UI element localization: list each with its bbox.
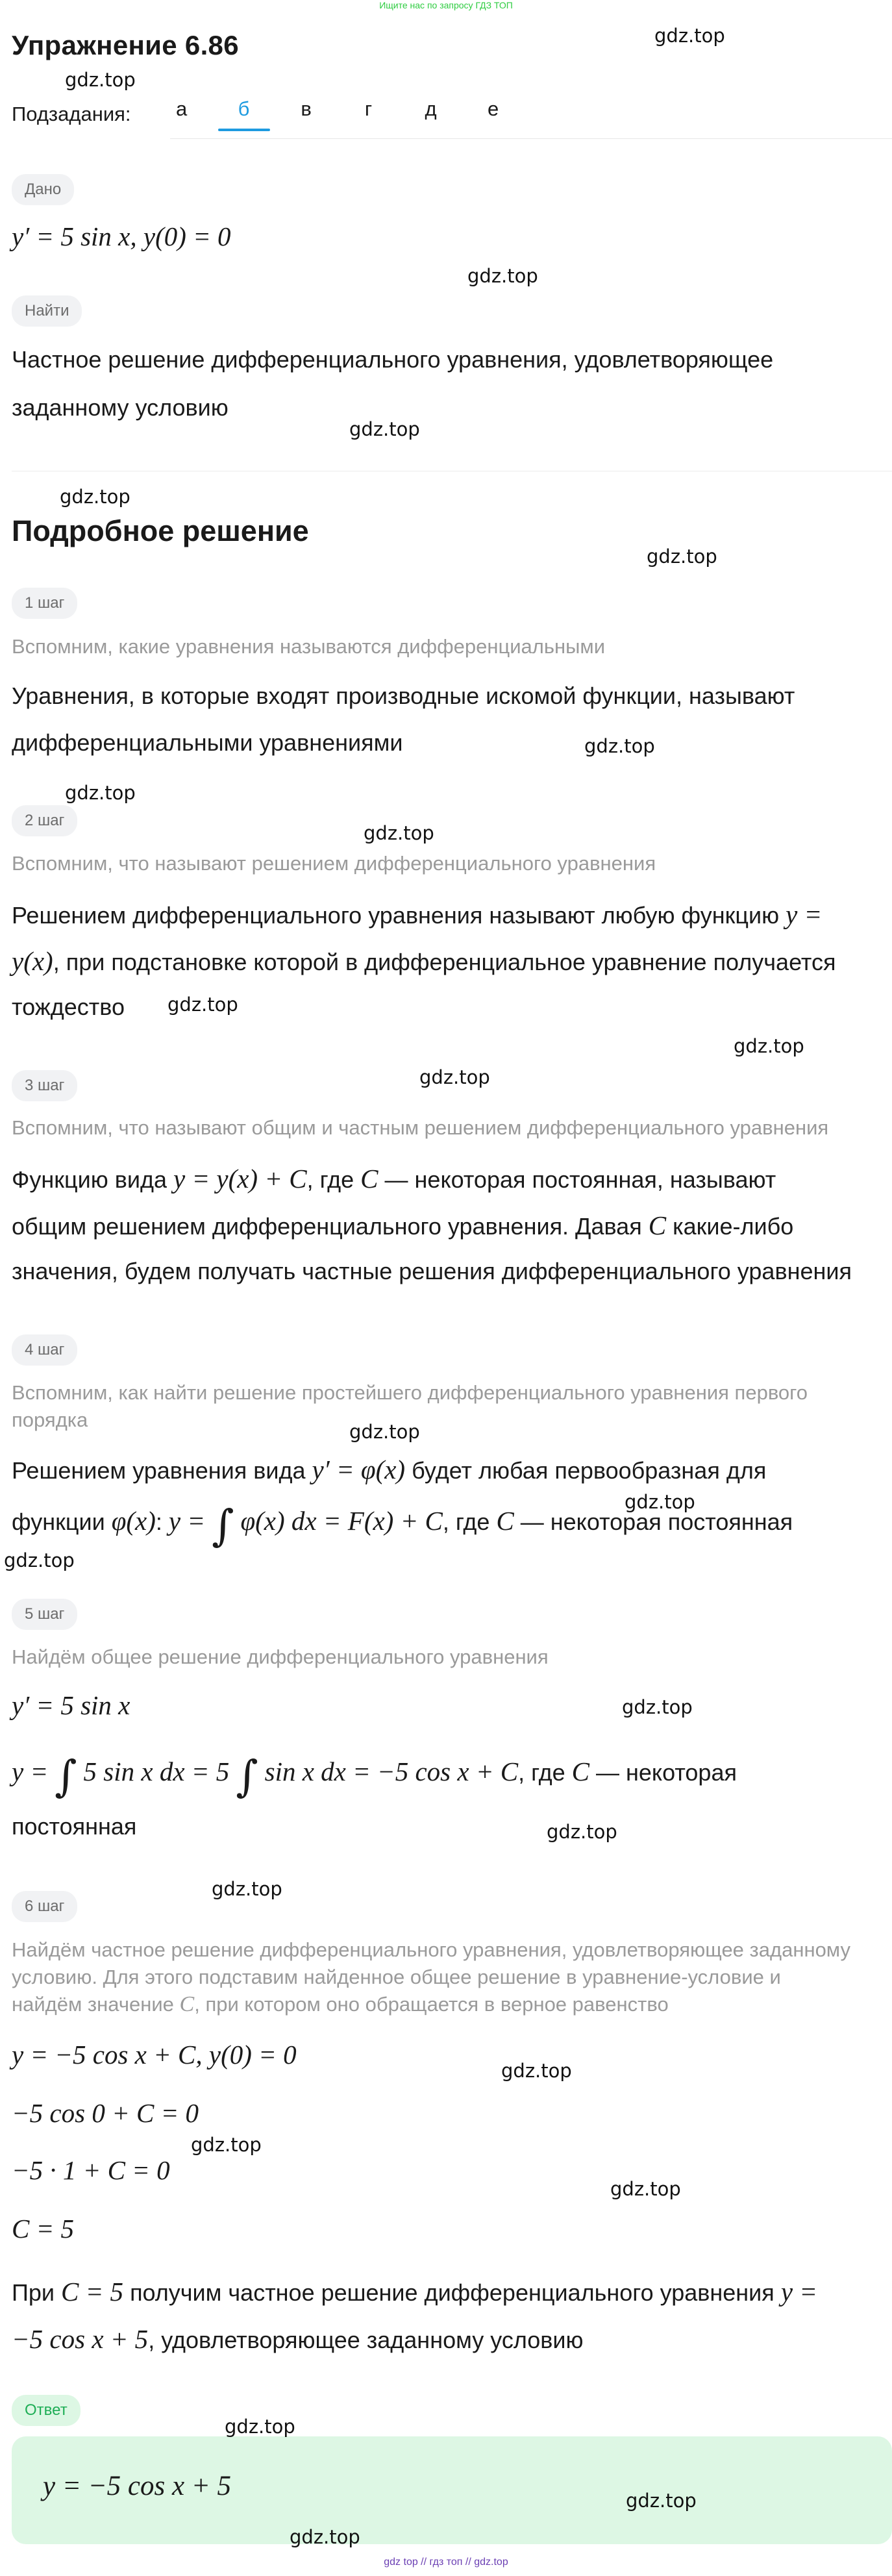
step-math: y = bbox=[780, 2277, 817, 2307]
step-text bbox=[12, 2268, 817, 2316]
step-text: значения, будем получать частные решения дифференциального уравнения bbox=[12, 1258, 852, 1284]
step-math: sin x dx = −5 cos x + C bbox=[264, 1757, 519, 1786]
step-text-part: будет любая первообразная для bbox=[412, 1457, 767, 1484]
subtasks-divider bbox=[170, 138, 892, 139]
step-text-part: : bbox=[155, 1508, 162, 1535]
step-equation: −5 cos 0 + C = 0 bbox=[12, 2098, 199, 2128]
given-pill: Дано bbox=[12, 174, 74, 205]
step-text: дифференциальными уравнениями bbox=[12, 729, 403, 756]
watermark: gdz.top bbox=[290, 2526, 360, 2548]
step-hint: Найдём общее решение дифференциального уравнения bbox=[12, 1645, 549, 1668]
find-text-line2: заданному условию bbox=[12, 394, 229, 421]
step-math: 5 sin x dx = 5 bbox=[83, 1757, 230, 1786]
step-2 bbox=[12, 805, 77, 836]
watermark: gdz.top bbox=[622, 1696, 693, 1718]
step-hint: порядка bbox=[12, 1408, 88, 1431]
step-pill: 2 шаг bbox=[12, 805, 77, 836]
step-pill: 3 шаг bbox=[12, 1070, 77, 1101]
watermark: gdz.top bbox=[547, 1821, 617, 1843]
step-pill: 1 шаг bbox=[12, 588, 77, 619]
watermark: gdz.top bbox=[4, 1549, 75, 1571]
watermark: gdz.top bbox=[60, 486, 130, 508]
watermark: gdz.top bbox=[167, 994, 238, 1016]
watermark: gdz.top bbox=[191, 2134, 262, 2156]
step-text-part: , удовлетворяющее заданному условию bbox=[148, 2327, 584, 2353]
tab-b[interactable]: б bbox=[213, 97, 275, 131]
step-equation: y′ = 5 sin x bbox=[12, 1690, 130, 1720]
step-math: y(x) bbox=[12, 946, 53, 976]
watermark: gdz.top bbox=[65, 69, 136, 91]
step-text: постоянная bbox=[12, 1813, 137, 1840]
watermark: gdz.top bbox=[501, 2060, 572, 2082]
answer-pill: Ответ bbox=[12, 2395, 81, 2426]
step-6 bbox=[12, 1891, 77, 1922]
step-1 bbox=[12, 588, 77, 619]
step-hint: Вспомним, что называют решением дифференциального уравнения bbox=[12, 852, 656, 875]
given-section bbox=[12, 174, 74, 205]
step-pill: 4 шаг bbox=[12, 1334, 77, 1366]
step-text-part: , где bbox=[518, 1759, 565, 1786]
subtasks-label: Подзадания: bbox=[12, 103, 131, 125]
watermark: gdz.top bbox=[584, 735, 655, 757]
step-text-part: Решением уравнения вида bbox=[12, 1457, 306, 1484]
step-text bbox=[12, 1446, 766, 1494]
tab-g[interactable]: г bbox=[364, 97, 373, 120]
step-equation: C = 5 bbox=[12, 2214, 75, 2244]
step-text: тождество bbox=[12, 994, 125, 1020]
step-hint: Вспомним, что называют общим и частным решением дифференциального уравнения bbox=[12, 1116, 829, 1139]
step-pill: 6 шаг bbox=[12, 1891, 77, 1922]
watermark: gdz.top bbox=[734, 1035, 804, 1057]
step-text-part: , при подстановке которой в дифференциальное уравнение получается bbox=[53, 949, 836, 975]
step-text-part: Функцию вида bbox=[12, 1166, 167, 1193]
step-text: Уравнения, в которые входят производные искомой функции, называют bbox=[12, 682, 795, 709]
step-hint-part: найдём значение bbox=[12, 1993, 174, 2016]
subtasks-bar bbox=[12, 97, 525, 131]
answer-box bbox=[12, 2436, 892, 2544]
step-text-part: — некоторая постоянная bbox=[520, 1508, 793, 1535]
step-math: y′ = φ(x) bbox=[312, 1455, 406, 1484]
find-section bbox=[12, 295, 82, 327]
tab-v[interactable]: в bbox=[301, 97, 312, 120]
step-text-part: , где bbox=[442, 1508, 490, 1535]
watermark: gdz.top bbox=[419, 1066, 490, 1088]
step-equation: −5 · 1 + C = 0 bbox=[12, 2155, 170, 2185]
step-text-part: При bbox=[12, 2279, 55, 2306]
tab-a[interactable]: а bbox=[175, 97, 188, 120]
given-equation: y′ = 5 sin x, y(0) = 0 bbox=[12, 221, 231, 251]
step-math: C = 5 bbox=[61, 2277, 124, 2307]
watermark: gdz.top bbox=[610, 2178, 681, 2200]
answer-equation: y = −5 cos x + 5 bbox=[43, 2471, 232, 2501]
step-text-part: функции bbox=[12, 1508, 105, 1535]
step-text bbox=[12, 2316, 584, 2364]
watermark: gdz.top bbox=[364, 822, 434, 844]
find-text-line1: Частное решение дифференциального уравнения, удовлетворяющее bbox=[12, 346, 774, 373]
step-math: −5 cos x + 5 bbox=[12, 2324, 149, 2354]
watermark: gdz.top bbox=[626, 2490, 697, 2512]
integral-sign: ∫ bbox=[55, 1751, 77, 1801]
step-equation-line bbox=[12, 1748, 737, 1800]
step-4 bbox=[12, 1334, 77, 1366]
step-text-part: Решением дифференциального уравнения называют любую функцию bbox=[12, 902, 780, 929]
step-text-part: — некоторая постоянная, называют bbox=[384, 1166, 776, 1193]
integral-sign: ∫ bbox=[212, 1501, 234, 1551]
watermark: gdz.top bbox=[349, 418, 420, 440]
step-math: φ(x) dx = F(x) + C bbox=[240, 1506, 443, 1536]
watermark: gdz.top bbox=[225, 2416, 295, 2438]
step-hint: Найдём частное решение дифференциального уравнения, удовлетворяющее заданному bbox=[12, 1938, 850, 1961]
watermark: gdz.top bbox=[625, 1491, 695, 1513]
step-text bbox=[12, 938, 836, 986]
step-text-part: получим частное решение дифференциального уравнения bbox=[130, 2279, 774, 2306]
step-hint: Вспомним, как найти решение простейшего дифференциального уравнения первого bbox=[12, 1381, 808, 1404]
step-math: y = bbox=[168, 1506, 206, 1536]
step-math: y = bbox=[786, 899, 823, 929]
step-text bbox=[12, 891, 822, 939]
step-text bbox=[12, 1155, 776, 1203]
step-pill: 5 шаг bbox=[12, 1599, 77, 1630]
step-math: φ(x) bbox=[111, 1506, 156, 1536]
step-math: C bbox=[496, 1506, 514, 1536]
watermark: gdz.top bbox=[467, 265, 538, 287]
find-pill: Найти bbox=[12, 295, 82, 327]
watermark: gdz.top bbox=[349, 1421, 420, 1443]
step-text bbox=[12, 1202, 793, 1250]
step-text-part: какие-либо bbox=[673, 1213, 794, 1240]
step-math: C bbox=[360, 1164, 378, 1194]
step-hint-part: , при котором оно обращается в верное равенство bbox=[194, 1993, 669, 2016]
step-math: C bbox=[179, 1992, 195, 2016]
footer-links[interactable]: gdz top // гдз топ // gdz.top bbox=[384, 2557, 508, 2568]
tab-e[interactable]: е bbox=[487, 97, 499, 120]
step-text-part: , где bbox=[306, 1166, 354, 1193]
tab-d[interactable]: д bbox=[425, 97, 437, 120]
integral-sign: ∫ bbox=[236, 1751, 258, 1801]
step-math: y = y(x) + C bbox=[173, 1164, 307, 1194]
step-text-part: — некоторая bbox=[596, 1759, 737, 1786]
watermark: gdz.top bbox=[65, 782, 136, 804]
watermark: gdz.top bbox=[212, 1878, 282, 1900]
step-hint: условию. Для этого подставим найденное общее решение в уравнение-условие и bbox=[12, 1966, 781, 1988]
step-equation: y = −5 cos x + C, y(0) = 0 bbox=[12, 2040, 297, 2070]
step-text-part: общим решением дифференциального уравнения. Давая bbox=[12, 1213, 642, 1240]
step-hint bbox=[12, 1991, 669, 2018]
solution-title: Подробное решение bbox=[12, 514, 309, 547]
step-math: C bbox=[648, 1210, 667, 1240]
step-3 bbox=[12, 1070, 77, 1101]
step-5 bbox=[12, 1599, 77, 1630]
step-math: y = bbox=[12, 1757, 49, 1786]
top-banner: Ищите нас по запросу ГДЗ ТОП bbox=[379, 0, 513, 10]
step-hint: Вспомним, какие уравнения называются дифференциальными bbox=[12, 635, 606, 658]
step-math: C bbox=[571, 1757, 590, 1786]
watermark: gdz.top bbox=[654, 25, 725, 47]
answer-label bbox=[12, 2395, 81, 2426]
watermark: gdz.top bbox=[647, 545, 717, 568]
page-title: Упражнение 6.86 bbox=[12, 30, 239, 60]
